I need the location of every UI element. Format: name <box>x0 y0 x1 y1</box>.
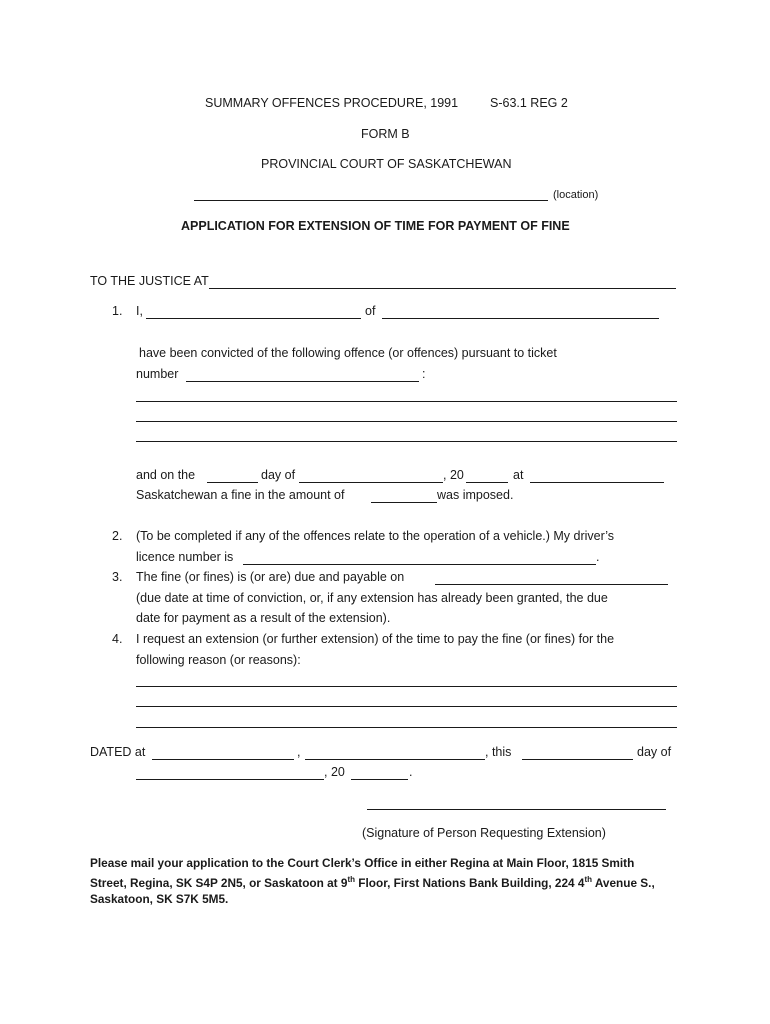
conviction-day-field[interactable] <box>207 482 258 483</box>
at-label: at <box>513 468 524 482</box>
regulation-number: S-63.1 REG 2 <box>490 96 568 110</box>
item3-number: 3. <box>112 570 123 584</box>
justice-location-field[interactable] <box>209 288 676 289</box>
licence-period: . <box>596 550 600 564</box>
fine-amount-label: Saskatchewan a fine in the amount of <box>136 488 345 502</box>
licence-number-label: licence number is <box>136 550 234 564</box>
applicant-address-field[interactable] <box>382 318 659 319</box>
reason-line-1[interactable] <box>136 686 677 687</box>
dated-month-field[interactable] <box>136 779 324 780</box>
mail-line2-part-b: Floor, First Nations Bank Building, 224 4 <box>355 876 585 890</box>
item4-text-line1: I request an extension (or further extension) of the time to pay the fine (or fines) for the <box>136 632 615 646</box>
due-date-field[interactable] <box>435 584 668 585</box>
mail-line2-part-c: Avenue S., <box>592 876 655 890</box>
licence-number-field[interactable] <box>243 564 596 565</box>
location-field[interactable] <box>194 200 548 201</box>
ticket-number-field[interactable] <box>186 381 419 382</box>
mail-sup-2: th <box>584 875 593 885</box>
signature-label: (Signature of Person Requesting Extension) <box>362 826 606 840</box>
item3-text-line2: (due date at time of conviction, or, if any extension has already been granted, the due <box>136 591 608 605</box>
to-justice-label: TO THE JUSTICE AT <box>90 274 209 288</box>
item1-number: 1. <box>112 304 123 318</box>
dated-day-of-label: day of <box>637 745 672 759</box>
form-heading: APPLICATION FOR EXTENSION OF TIME FOR PAYMENT OF FINE <box>181 219 570 233</box>
mail-line2-part-a: Street, Regina, SK S4P 2N5, or Saskatoon at 9 <box>90 876 348 890</box>
due-date-label: The fine (or fines) is (or are) due and payable on <box>136 570 405 584</box>
item4-text-line2: following reason (or reasons): <box>136 653 301 667</box>
was-imposed-label: was imposed. <box>437 488 514 502</box>
convicted-text: have been convicted of the following offence (or offences) pursuant to ticket <box>139 346 557 360</box>
location-label: (location) <box>553 189 599 201</box>
applicant-name-field[interactable] <box>146 318 361 319</box>
offence-line-3[interactable] <box>136 441 677 442</box>
reason-line-3[interactable] <box>136 727 677 728</box>
day-of-label: day of <box>261 468 296 482</box>
offence-line-1[interactable] <box>136 401 677 402</box>
item4-number: 4. <box>112 632 123 646</box>
item1-of-label: of <box>365 304 376 318</box>
dated-place-field[interactable] <box>152 759 294 760</box>
dated-year-prefix: , 20 <box>324 765 345 779</box>
offence-line-2[interactable] <box>136 421 677 422</box>
ticket-number-colon: : <box>422 367 426 381</box>
mail-instructions-line1: Please mail your application to the Court Clerk’s Office in either Regina at Main Floor, 1815 Smith <box>90 856 635 870</box>
this-label: , this <box>485 745 512 759</box>
signature-field[interactable] <box>367 809 666 810</box>
court-name: PROVINCIAL COURT OF SASKATCHEWAN <box>261 157 512 171</box>
item2-text: (To be completed if any of the offences relate to the operation of a vehicle.) My driver’s <box>136 529 615 543</box>
dated-day-field[interactable] <box>522 759 633 760</box>
mail-sup-1: th <box>347 875 356 885</box>
dated-province-field[interactable] <box>305 759 485 760</box>
item1-i-label: I, <box>136 304 143 318</box>
dated-year-field[interactable] <box>351 779 408 780</box>
form-label: FORM B <box>361 127 410 141</box>
conviction-place-field[interactable] <box>530 482 664 483</box>
mail-instructions-line3: Saskatoon, SK S7K 5M5. <box>90 892 229 906</box>
item3-text-line3: date for payment as a result of the extension). <box>136 611 391 625</box>
item2-number: 2. <box>112 529 123 543</box>
dated-period: . <box>409 765 413 779</box>
and-on-the-label: and on the <box>136 468 196 482</box>
ticket-number-label: number <box>136 367 179 381</box>
year-prefix-label: , 20 <box>443 468 464 482</box>
reason-line-2[interactable] <box>136 706 677 707</box>
dated-comma: , <box>297 745 301 759</box>
fine-amount-field[interactable] <box>371 502 437 503</box>
dated-at-label: DATED at <box>90 745 146 759</box>
mail-instructions-line2 <box>90 876 655 890</box>
conviction-year-field[interactable] <box>466 482 508 483</box>
conviction-month-field[interactable] <box>299 482 443 483</box>
act-title: SUMMARY OFFENCES PROCEDURE, 1991 <box>205 96 459 110</box>
